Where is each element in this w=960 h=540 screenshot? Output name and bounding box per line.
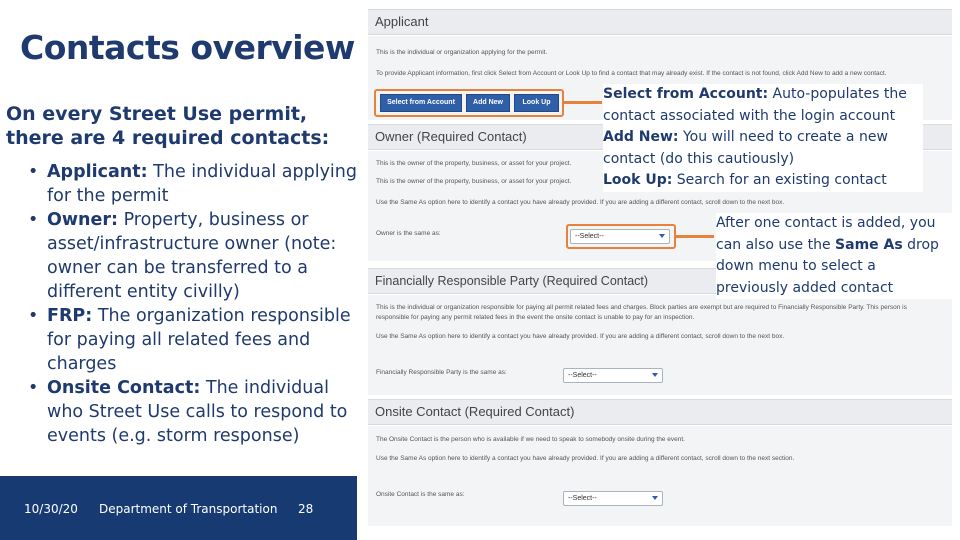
same-as-callout (716, 213, 952, 299)
callout-text: Search for an existing contact (672, 172, 887, 188)
footer-date: 10/30/20 (24, 502, 78, 516)
bullet-term: Onsite Contact: (47, 378, 201, 398)
bullet-applicant (28, 160, 358, 208)
callout-text: drop down menu to select a previously added contact (716, 236, 939, 296)
bullet-text: Property, business or asset/infrastructure owner (note: owner can be transferred to a different entity civilly) (47, 210, 337, 302)
onsite-same-as-select[interactable] (563, 491, 663, 506)
bullet-onsite (28, 376, 358, 448)
bullet-text: The organization responsible for paying all related fees and charges (47, 306, 351, 374)
same-as-highlight-box (566, 224, 676, 249)
callout-term: Add New: (603, 129, 679, 145)
bullet-text: The individual who Street Use calls to respond to events (e.g. storm response) (47, 378, 348, 446)
slide-footer (0, 476, 357, 540)
bullet-owner (28, 208, 358, 304)
onsite-same-as-label: Onsite Contact is the same as: (376, 491, 465, 498)
contact-bullet-list (28, 160, 358, 448)
callout-add-new (603, 127, 923, 170)
onsite-same-as-instructions: Use the Same As option here to identify a contact you have already provided. If you are adding a different contact, scroll down to the next section. (376, 455, 795, 462)
bullet-text: The individual applying for the permit (47, 162, 357, 206)
applicant-desc: This is the individual or organization applying for the permit. (376, 49, 548, 56)
bullet-frp (28, 304, 358, 376)
same-as-callout-connector (676, 235, 714, 238)
look-up-button[interactable]: Look Up (514, 94, 559, 112)
frp-same-as-instructions: Use the Same As option here to identify a contact you have already provided. If you are adding a different contact, scroll down to the next box. (376, 333, 785, 340)
bullet-term: FRP: (47, 306, 93, 326)
callout-text: You will need to create a new contact (do this cautiously) (603, 129, 888, 167)
footer-department: Department of Transportation (99, 502, 278, 516)
frp-section-header: Financially Responsible Party (Required Contact) (368, 268, 952, 294)
intro-text: On every Street Use permit, there are 4 required contacts: (6, 103, 330, 149)
owner-same-as-instructions: Use the Same As option here to identify a contact you have already provided. If you are adding a different contact, scroll down to the next box. (376, 199, 785, 206)
frp-desc: This is the individual or organization responsible for paying all permit related fees and charges. Block parties are exempt but are required to Financially Responsible Party. This person is (376, 304, 907, 311)
frp-same-as-label: Financially Responsible Party is the same as: (376, 369, 507, 376)
callout-select-from-account (603, 84, 923, 127)
callout-look-up (603, 170, 923, 192)
onsite-section-header: Onsite Contact (Required Contact) (368, 399, 952, 425)
buttons-highlight-box (374, 89, 564, 117)
applicant-section-header: Applicant (368, 9, 952, 35)
owner-desc-repeat: This is the owner of the property, business, or asset for your project. (376, 178, 572, 185)
buttons-callout (603, 84, 923, 192)
owner-section-header: Owner (Required Contact) (368, 124, 952, 150)
select-value: --Select-- (575, 233, 604, 240)
select-value: --Select-- (568, 495, 597, 502)
chevron-down-icon (652, 496, 658, 500)
callout-term: Select from Account: (603, 86, 769, 102)
bullet-term: Owner: (47, 210, 118, 230)
callout-text: After one contact is added, you can also use the (716, 215, 936, 253)
frp-desc-2: responsible for paying any permit related fees in the event the onsite contact is unable to pay for an inspection. (376, 314, 695, 321)
callout-term: Same As (835, 236, 903, 253)
add-new-button[interactable]: Add New (466, 94, 510, 112)
chevron-down-icon (652, 373, 658, 377)
footer-page-number: 28 (298, 502, 314, 516)
bullet-term: Applicant: (47, 162, 148, 182)
callout-term: Look Up: (603, 172, 673, 188)
owner-desc: This is the owner of the property, business, or asset for your project. (376, 160, 572, 167)
frp-same-as-select[interactable] (563, 368, 663, 383)
select-value: --Select-- (568, 372, 597, 379)
slide-title: Contacts overview (20, 28, 355, 67)
owner-same-as-label: Owner is the same as: (376, 230, 441, 237)
callout-text: Auto-populates the contact associated with the login account (603, 86, 907, 124)
select-from-account-button[interactable]: Select from Account (380, 94, 462, 112)
onsite-desc: The Onsite Contact is the person who is available if we need to speak to somebody onsite during the event. (376, 436, 685, 443)
applicant-instructions: To provide Applicant information, first click Select from Account or Look Up to find a contact that may already exist. If the contact is not found, click Add New to add a new contact. (376, 70, 887, 77)
buttons-callout-connector (564, 101, 602, 104)
